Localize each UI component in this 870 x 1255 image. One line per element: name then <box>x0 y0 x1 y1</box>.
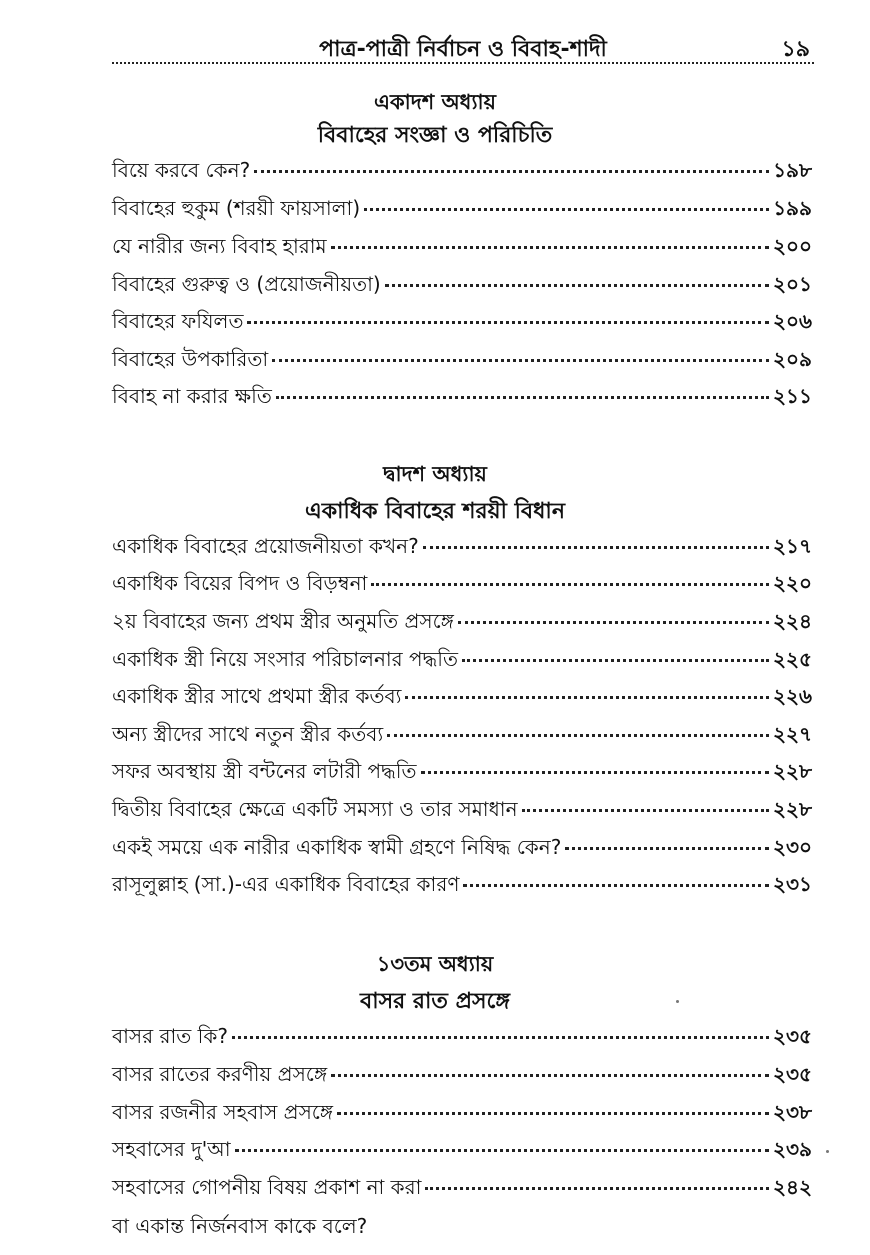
toc-entry-title: রাসূলুল্লাহ (সা.)-এর একাধিক বিবাহের কারণ <box>112 872 460 896</box>
toc-entry[interactable] <box>112 1098 812 1128</box>
toc-entry-page: ২২৪ <box>773 609 812 633</box>
toc-entry-title: সফর অবস্থায় স্ত্রী বন্টনের লটারী পদ্ধতি <box>112 759 417 783</box>
chapter-subtitle: বাসর রাত প্রসঙ্গে <box>360 989 510 1014</box>
toc-entry[interactable] <box>112 645 812 675</box>
toc-entry[interactable] <box>112 1135 812 1165</box>
toc-entry[interactable] <box>112 1022 812 1052</box>
dot-leader <box>462 659 769 662</box>
toc-entry[interactable] <box>112 156 812 186</box>
dot-leader <box>331 1074 769 1077</box>
dot-leader <box>387 734 769 737</box>
toc-entry[interactable] <box>112 532 812 562</box>
dot-leader <box>337 1112 769 1115</box>
chapter-subtitle: বিবাহের সংজ্ঞা ও পরিচিতি <box>317 123 553 148</box>
page-number: ১৯ <box>781 37 810 62</box>
toc-entry-page: ২৩৮ <box>773 1100 812 1124</box>
toc-entry-page: ২২৮ <box>773 759 812 783</box>
dot-leader <box>463 884 769 887</box>
toc-entry-title: বিয়ে করবে কেন? <box>112 158 251 182</box>
toc-entry-page: ২২৫ <box>773 647 812 671</box>
toc-entry-title: একাধিক স্ত্রীর সাথে প্রথমা স্ত্রীর কর্তব্য <box>112 684 402 708</box>
running-header <box>112 32 814 64</box>
toc-entry-page: ২৩৫ <box>773 1062 812 1086</box>
dot-leader <box>425 1187 769 1190</box>
toc-entry-page: ১৯৮ <box>773 158 812 182</box>
toc-entry-page: ২১১ <box>773 384 812 408</box>
toc-entry-page: ২৩০ <box>772 835 812 859</box>
toc-entry-title: বিবাহ না করার ক্ষতি <box>112 384 272 408</box>
toc-entry-page: ২৩১ <box>773 872 812 896</box>
toc-entry-page: ২০১ <box>773 272 812 296</box>
toc-entry-title: একই সময়ে এক নারীর একাধিক স্বামী গ্রহণে নিষিদ্ধ কেন? <box>112 835 562 859</box>
toc-entry-title: একাধিক বিয়ের বিপদ ও বিড়ম্বনা <box>112 571 368 595</box>
dot-leader <box>385 284 769 287</box>
chapter-title: ১৩তম অধ্যায় <box>376 952 494 976</box>
toc-entry-page: ২২৬ <box>772 684 812 708</box>
toc-entry-page: ২০০ <box>772 234 812 258</box>
toc-entry[interactable] <box>112 307 812 337</box>
print-speck <box>826 1150 829 1153</box>
toc-entry-title: বাসর রজনীর সহবাস প্রসঙ্গে <box>112 1100 334 1124</box>
toc-entry-title: বাসর রাত কি? <box>112 1024 228 1048</box>
dot-leader <box>522 809 769 812</box>
toc-entry-page: ২৩৯ <box>773 1137 812 1161</box>
dot-leader <box>232 1036 769 1039</box>
toc-continuation-line: বা একান্ত নির্জনবাস কাকে বলে? <box>112 1214 368 1238</box>
toc-entry[interactable] <box>112 795 812 825</box>
toc-entry-title: একাধিক বিবাহের প্রয়োজনীয়তা কখন? <box>112 534 419 558</box>
toc-entry[interactable] <box>112 232 812 262</box>
toc-entry-page: ২১৭ <box>773 534 812 558</box>
toc-entry-title: অন্য স্ত্রীদের সাথে নতুন স্ত্রীর কর্তব্য <box>112 722 384 746</box>
toc-entry[interactable] <box>112 682 812 712</box>
toc-entry-title: বাসর রাতের করণীয় প্রসঙ্গে <box>112 1062 328 1086</box>
chapter-title: দ্বাদশ অধ্যায় <box>383 462 487 486</box>
dot-leader <box>405 696 769 699</box>
dot-leader <box>421 771 769 774</box>
toc-entry[interactable] <box>112 194 812 224</box>
toc-entry-title: বিবাহের ফযিলত <box>112 309 244 333</box>
toc-entry[interactable] <box>112 382 812 412</box>
running-title: পাত্র-পাত্রী নির্বাচন ও বিবাহ-শাদী <box>319 37 607 62</box>
dot-leader <box>276 396 769 399</box>
toc-entry[interactable] <box>112 833 812 863</box>
chapter-subtitle: একাধিক বিবাহের শরয়ী বিধান <box>305 499 565 524</box>
toc-entry-page: ২২৮ <box>773 797 812 821</box>
dot-leader <box>371 583 769 586</box>
toc-entry[interactable] <box>112 870 812 900</box>
dot-leader <box>423 546 769 549</box>
dot-leader <box>331 246 769 249</box>
dot-leader <box>458 621 769 624</box>
toc-entry-page: ২৪২ <box>773 1175 812 1199</box>
dot-leader <box>235 1149 769 1152</box>
dot-leader <box>364 208 769 211</box>
toc-entry-page: ২০৯ <box>773 347 812 371</box>
dot-leader <box>254 170 769 173</box>
dot-leader <box>272 359 769 362</box>
toc-entry-title: একাধিক স্ত্রী নিয়ে সংসার পরিচালনার পদ্ধতি <box>112 647 459 671</box>
chapter-title: একাদশ অধ্যায় <box>373 90 497 114</box>
toc-entry[interactable] <box>112 720 812 750</box>
dot-leader <box>247 321 769 324</box>
toc-entry-page: ১৯৯ <box>773 196 812 220</box>
toc-entry-title: সহবাসের গোপনীয় বিষয় প্রকাশ না করা <box>112 1175 422 1199</box>
toc-entry-page: ২২৭ <box>772 722 812 746</box>
toc-entry-page: ২২০ <box>772 571 812 595</box>
toc-entry-title: বিবাহের উপকারিতা <box>112 347 269 371</box>
print-speck <box>676 1000 679 1003</box>
toc-entry-title: দ্বিতীয় বিবাহের ক্ষেত্রে একটি সমস্যা ও তার সমাধান <box>112 797 518 821</box>
toc-entry-title: বিবাহের হুকুম (শরয়ী ফায়সালা) <box>112 196 361 220</box>
toc-entry[interactable] <box>112 270 812 300</box>
toc-entry[interactable] <box>112 757 812 787</box>
toc-entry-title: বিবাহের গুরুত্ব ও (প্রয়োজনীয়তা) <box>112 272 381 296</box>
toc-entry[interactable] <box>112 607 812 637</box>
dot-leader <box>565 847 769 850</box>
toc-entry[interactable] <box>112 569 812 599</box>
toc-entry-title: সহবাসের দু'আ <box>112 1137 231 1161</box>
toc-entry-page: ২৩৫ <box>773 1024 812 1048</box>
toc-entry[interactable] <box>112 1173 812 1203</box>
toc-entry[interactable] <box>112 345 812 375</box>
toc-entry-page: ২০৬ <box>772 309 812 333</box>
toc-entry-title: যে নারীর জন্য বিবাহ হারাম <box>112 234 327 258</box>
toc-entry-title: ২য় বিবাহের জন্য প্রথম স্ত্রীর অনুমতি প্রসঙ্গে <box>112 609 454 633</box>
toc-entry[interactable] <box>112 1060 812 1090</box>
